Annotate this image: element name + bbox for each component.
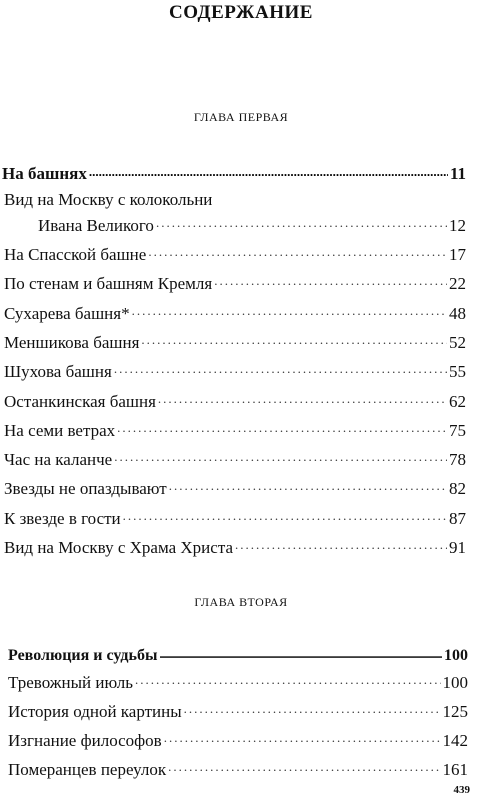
toc-row[interactable] — [4, 532, 466, 558]
toc-row[interactable] — [4, 473, 466, 499]
toc-title: На Спасской башне — [4, 245, 147, 264]
toc-page-number: 100 — [444, 647, 468, 664]
toc-row[interactable] — [8, 754, 468, 780]
toc-leader-dots — [214, 271, 447, 291]
toc-leader-dots — [117, 418, 447, 438]
toc-leader-dots — [235, 535, 447, 555]
toc-page-number: 78 — [449, 450, 466, 470]
toc-page-number: 82 — [449, 479, 466, 499]
toc-row[interactable] — [8, 696, 468, 722]
toc-row[interactable] — [4, 327, 466, 353]
toc-page-number: 87 — [449, 508, 466, 528]
toc-title: Сухарева башня* — [4, 303, 130, 323]
toc-page-number: 161 — [442, 760, 468, 779]
toc-title: К звезде в гости — [4, 508, 121, 528]
toc-title: Померанцев переулок — [8, 760, 167, 779]
toc-title: Тревожный июль — [8, 673, 133, 692]
page-title: СОДЕРЖАНИЕ — [169, 2, 313, 23]
toc-row[interactable] — [8, 725, 468, 751]
toc-leader-dots — [114, 447, 447, 467]
toc-entry-line1[interactable]: Вид на Москву с колокольни — [4, 190, 213, 209]
toc-page-number: 22 — [449, 274, 466, 294]
toc-row[interactable] — [4, 444, 466, 470]
toc-page-number: 52 — [449, 332, 466, 352]
toc-title: По стенам и башням Кремля — [4, 274, 213, 294]
toc-page-number: 55 — [449, 362, 466, 382]
toc-title: Изгнание философов — [8, 731, 162, 750]
toc-title: Революция и судьбы — [8, 647, 158, 664]
toc-title: Шухова башня — [4, 362, 112, 382]
toc-title: История одной картины — [8, 702, 182, 721]
toc-page-number: 75 — [449, 420, 466, 440]
toc-leader-dots — [132, 301, 447, 321]
toc-leader-dots — [156, 213, 447, 233]
chapter-1-heading: ГЛАВА ПЕРВАЯ — [193, 110, 289, 124]
toc-leader-dots — [168, 757, 440, 777]
toc-page-number: 17 — [449, 245, 466, 264]
toc-leader-dots — [184, 699, 441, 719]
toc-row[interactable] — [4, 239, 466, 265]
toc-title: Ивана Великого — [38, 216, 154, 235]
toc-row[interactable] — [4, 415, 466, 441]
toc-row-entry-multiline[interactable] — [38, 210, 466, 236]
toc-title: Меншикова башня — [4, 332, 140, 352]
toc-title: Час на каланче — [4, 450, 113, 470]
toc-leader-dots — [164, 728, 441, 748]
toc-row[interactable] — [4, 268, 466, 294]
toc-leader-dots — [114, 359, 447, 379]
toc-page-number: 100 — [442, 673, 468, 692]
toc-row[interactable] — [4, 503, 466, 529]
toc-title: На семи ветрах — [4, 420, 116, 440]
toc-leader-dots — [135, 670, 441, 690]
toc-title: Звезды не опаздывают — [4, 479, 167, 499]
toc-row-section-1[interactable] — [2, 158, 466, 184]
toc-page-number: 125 — [442, 702, 468, 721]
page-number: 439 — [453, 784, 470, 796]
toc-page-number: 142 — [442, 731, 468, 750]
toc-page-number: 12 — [449, 216, 466, 235]
toc-row[interactable] — [4, 356, 466, 382]
toc-leader-dots — [158, 389, 447, 409]
chapter-2-heading: ГЛАВА ВТОРАЯ — [194, 595, 288, 609]
toc-page-number: 11 — [449, 164, 466, 183]
toc-row[interactable] — [4, 386, 466, 412]
toc-title: Останкинская башня — [4, 391, 156, 411]
toc-leader-dots — [159, 644, 442, 664]
toc-leader-dots — [148, 242, 447, 262]
toc-page-number: 91 — [449, 538, 466, 557]
toc-title: На башнях — [2, 164, 87, 183]
toc-leader-dots — [123, 506, 447, 526]
toc-leader-dots — [141, 330, 447, 350]
toc-page-number: 48 — [449, 303, 466, 323]
toc-row-section-2[interactable] — [8, 640, 468, 666]
toc-page-number: 62 — [449, 391, 466, 411]
toc-leader-dots — [89, 162, 448, 182]
toc-title: Вид на Москву с Храма Христа — [4, 538, 234, 557]
toc-leader-dots — [169, 476, 447, 496]
toc-row[interactable] — [4, 298, 466, 324]
toc-row[interactable] — [8, 667, 468, 693]
